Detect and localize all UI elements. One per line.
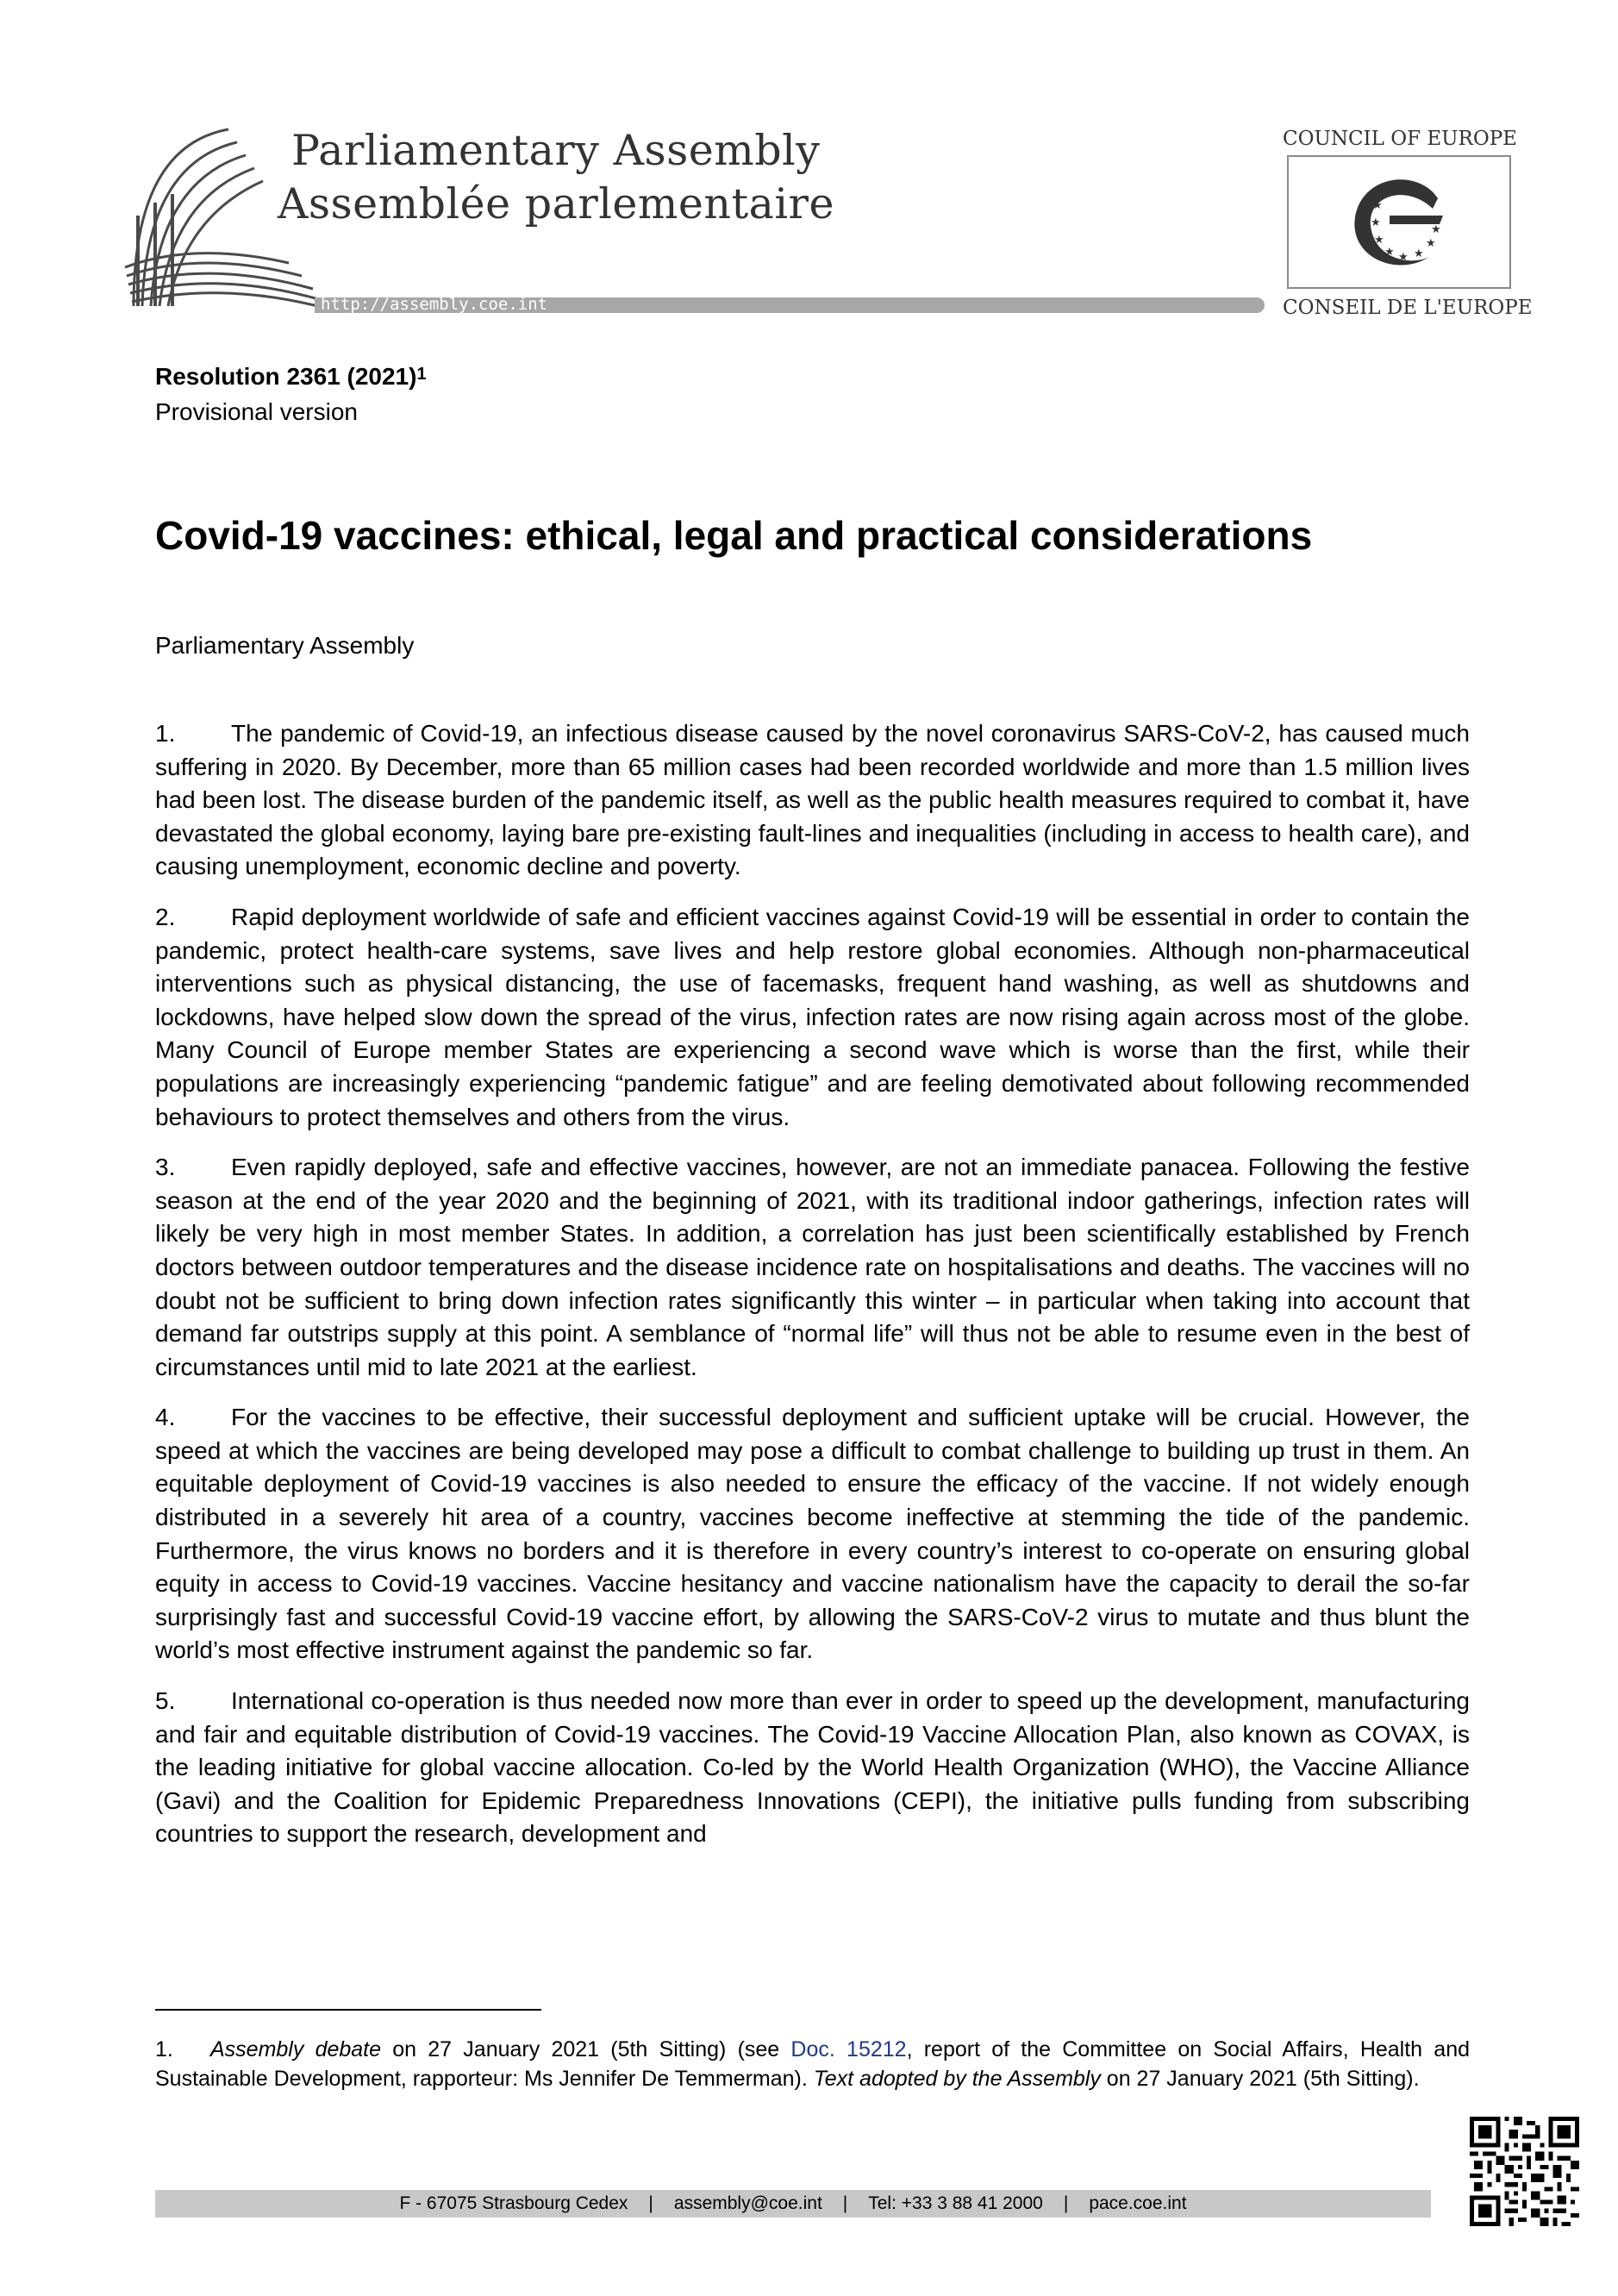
svg-text:★: ★: [1431, 223, 1441, 236]
paragraph-text: The pandemic of Covid-19, an infectious disease caused by the novel coronavirus SARS-CoV-2, has caused much suffering in 2020. By December, more than 65 million cases had been recorded worldwide and more than 1.5 million lives had been lost. The disease burden of the pandemic itself, as well as the public health measures required to combat it, have devastated the global economy, laying bare pre-existing fault-lines and inequalities (including in access to health care), and causing unemployment, economic decline and poverty.: [155, 720, 1470, 880]
svg-text:★: ★: [1374, 234, 1384, 247]
paragraph-number: 2.: [155, 903, 176, 930]
svg-text:★: ★: [1379, 185, 1390, 198]
paragraph: [155, 1401, 1470, 1667]
resolution-status: Provisional version: [155, 398, 358, 425]
footer-website-link[interactable]: pace.coe.int: [1089, 2193, 1187, 2213]
svg-text:★: ★: [1371, 216, 1381, 229]
svg-text:★: ★: [1409, 180, 1419, 193]
footnote-text: on 27 January 2021 (5th Sitting).: [1100, 2067, 1420, 2091]
council-of-europe-emblem-icon: [1336, 164, 1462, 281]
footnote-italic-text: Assembly debate: [210, 2037, 382, 2061]
paragraph-number: 1.: [155, 720, 176, 747]
resolution-body: [155, 717, 1470, 1868]
org-name-fr: CONSEIL DE L'EUROPE: [1283, 297, 1533, 319]
footnote-number: 1.: [155, 2037, 173, 2061]
svg-text:★: ★: [1372, 199, 1383, 212]
org-name-en: COUNCIL OF EUROPE: [1283, 128, 1517, 150]
paragraph: [155, 717, 1470, 884]
footnote-reference[interactable]: 1: [416, 365, 427, 384]
paragraph-text: Even rapidly deployed, safe and effective vaccines, however, are not an immediate panacea. Following the festive season at the end of the year 2020 and the beginning of 2021, with its traditional indoor gatherings, infection rates will likely be very high in most member States. In addition, a correlation has just been scientifically established by French doctors between outdoor temperatures and the disease incidence rate on hospitalisations and deaths. The vaccines will no doubt not be sufficient to bring down infection rates significantly this winter – in particular when taking into account that demand far outstrips supply at this point. A semblance of “normal life” will thus not be able to resume even in the best of circumstances until mid to late 2021 at the earliest.: [155, 1154, 1470, 1380]
paragraph-text: For the vaccines to be effective, their successful deployment and sufficient uptake will be crucial. However, the speed at which the vaccines are being developed may pose a difficult to combat challenge to building up trust in them. An equitable deployment of Covid-19 vaccines is also needed to ensure the efficacy of the vaccine. If not widely enough distributed in a severely hit area of a country, vaccines become ineffective at stemming the tide of the pandemic. Furthermore, the virus knows no borders and it is therefore in every country’s interest to co-operate on ensuring global equity in access to Covid-19 vaccines. Vaccine hesitancy and vaccine nationalism have the capacity to derail the so-far surprisingly fast and successful Covid-19 vaccine effort, by allowing the SARS-CoV-2 virus to mutate and thus blunt the world’s most effective instrument against the pandemic so far.: [155, 1404, 1470, 1664]
footer-contact: [155, 2190, 1431, 2218]
svg-text:★: ★: [1384, 246, 1395, 259]
svg-text:★: ★: [1422, 187, 1433, 200]
footnote-text: on 27 January 2021 (5th Sitting) (see: [381, 2037, 791, 2061]
footnote-divider: [155, 2009, 541, 2011]
paragraph-number: 4.: [155, 1404, 176, 1431]
footnote: [155, 2035, 1470, 2093]
footer-address: F - 67075 Strasbourg Cedex: [399, 2193, 628, 2213]
footer-separator: |: [648, 2193, 653, 2213]
footer-separator: |: [842, 2193, 848, 2213]
document-title: Covid-19 vaccines: ethical, legal and practical considerations: [155, 513, 1313, 558]
paragraph-text: Rapid deployment worldwide of safe and efficient vaccines against Covid-19 will be essential in order to contain the pandemic, protect health-care systems, save lives and help restore global economies. Although non-pharmaceutical interventions such as physical distancing, the use of facemasks, frequent hand washing, as well as shutdowns and lockdowns, have helped slow down the spread of the virus, infection rates are now rising again across most of the globe. Many Council of Europe member States are experiencing a second wave which is worse than the first, while their populations are increasingly experiencing “pandemic fatigue” and are feeling demotivated about following recommended behaviours to protect themselves and others from the virus.: [155, 903, 1470, 1130]
resolution-number-text: Resolution 2361 (2021): [155, 363, 417, 390]
paragraph: [155, 901, 1470, 1134]
footnote-text: , report of the Committee on Social Affairs, Health and Sustainable Development, rapporteur: Ms Jennifer De Temmerman).: [155, 2037, 1471, 2091]
svg-text:★: ★: [1393, 178, 1403, 191]
paragraph: [155, 1151, 1470, 1384]
resolution-number: [155, 363, 427, 391]
assembly-url-link[interactable]: http://assembly.coe.int: [321, 295, 548, 314]
paragraph-number: 5.: [155, 1687, 176, 1715]
svg-text:★: ★: [1398, 251, 1409, 264]
footer-email-link[interactable]: assembly@coe.int: [673, 2193, 822, 2213]
footer-phone: Tel: +33 3 88 41 2000: [868, 2193, 1043, 2213]
paragraph-text: International co-operation is thus needed now more than ever in order to speed up the development, manufacturing and fair and equitable distribution of Covid-19 vaccines. The Covid-19 Vaccine Allocation Plan, also known as COVAX, is the leading initiative for global vaccine allocation. Co-led by the World Health Organization (WHO), the Vaccine Alliance (Gavi) and the Coalition for Epidemic Preparedness Innovations (CEPI), the initiative pulls funding from subscribing countries to support the research, development and: [155, 1687, 1470, 1848]
paragraph: [155, 1685, 1470, 1851]
paragraph-number: 3.: [155, 1154, 176, 1181]
qr-code-icon: [1470, 2117, 1579, 2226]
svg-text:★: ★: [1414, 247, 1424, 260]
doc-link[interactable]: Doc. 15212: [790, 2037, 907, 2061]
assembly-name-en: Parliamentary Assembly: [291, 126, 821, 175]
footnote-italic-text: Text adopted by the Assembly: [813, 2067, 1101, 2091]
document-author: Parliamentary Assembly: [155, 632, 415, 659]
svg-text:★: ★: [1426, 237, 1436, 250]
assembly-name-fr: Assemblée parlementaire: [278, 179, 834, 228]
footer-separator: |: [1063, 2193, 1069, 2213]
